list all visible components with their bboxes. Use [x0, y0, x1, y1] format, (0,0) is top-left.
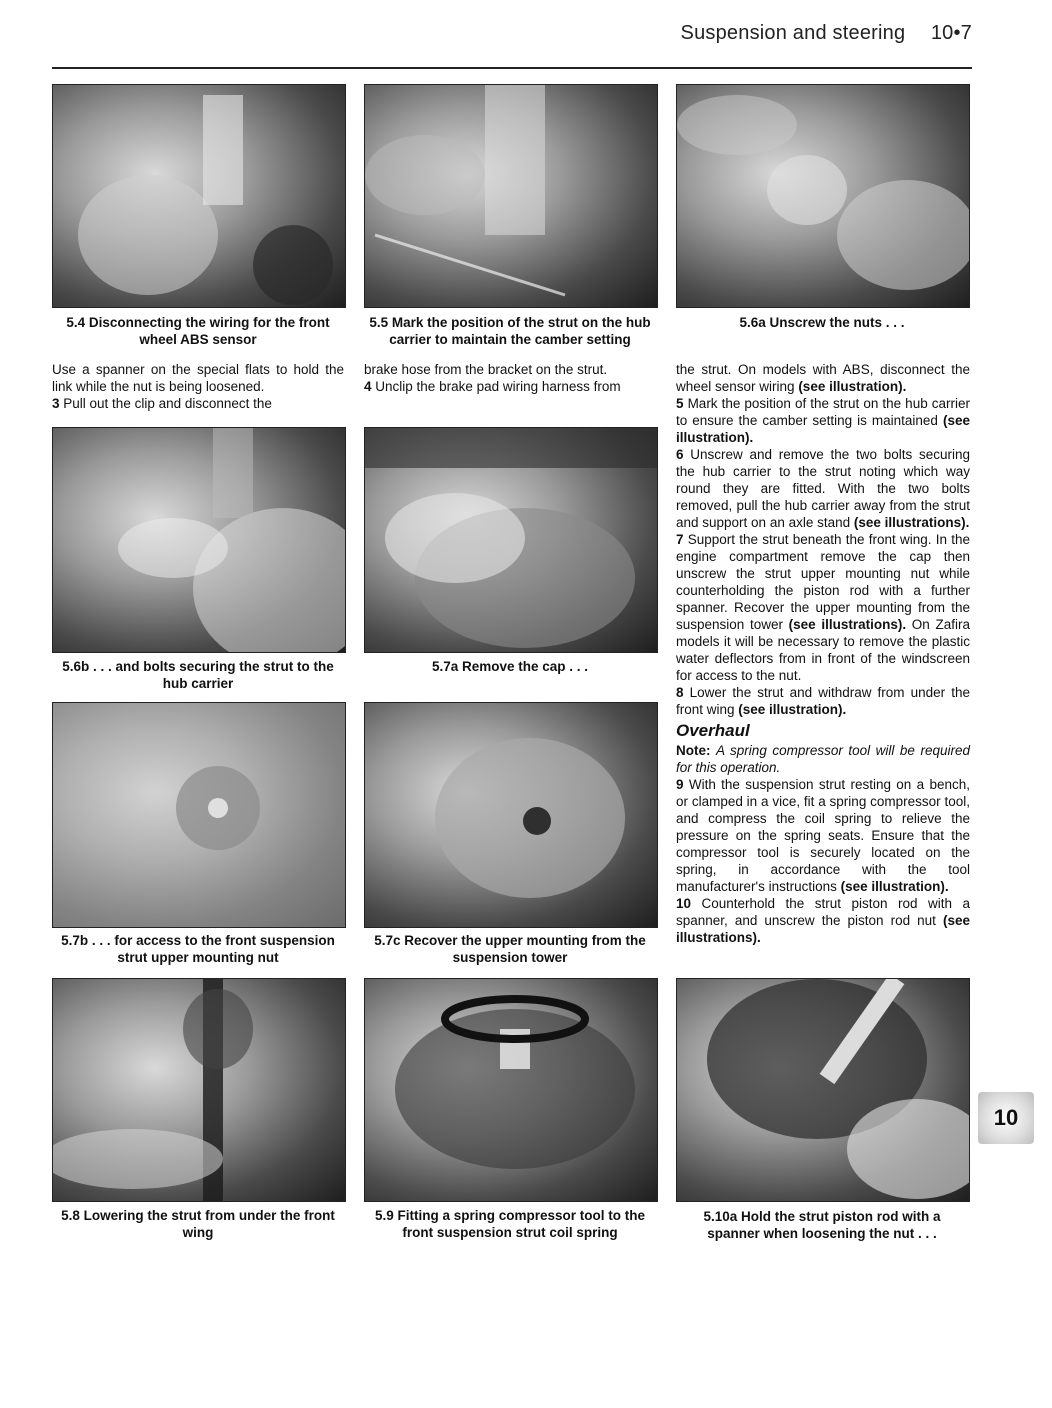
caption-number: 5.7a	[431, 659, 459, 674]
caption-text: Lowering the strut from under the front wing	[83, 1208, 335, 1240]
caption-5-10a	[676, 1208, 968, 1242]
caption-5-4	[52, 314, 344, 348]
text-column-3	[676, 361, 970, 946]
chapter-title: Suspension and steering	[680, 22, 906, 44]
step-number: 8	[676, 685, 684, 700]
photo-5-10a	[676, 978, 970, 1202]
step-text: the strut. On models with ABS, disconnect the wheel sensor wiring	[676, 362, 970, 394]
illustration-ref: (see illustrations).	[788, 617, 907, 632]
step-number: 10	[676, 896, 692, 911]
paragraph	[676, 895, 970, 946]
step-number: 6	[676, 447, 684, 462]
caption-5-8	[52, 1207, 344, 1241]
paragraph	[676, 446, 970, 531]
paragraph	[52, 395, 344, 412]
caption-text: Fitting a spring compressor tool to the front suspension strut coil spring	[397, 1208, 646, 1240]
step-text: Counterhold the strut piston rod with a spanner, and unscrew the piston rod nut	[676, 896, 970, 928]
step-number: 7	[676, 532, 684, 547]
photo-5-9	[364, 978, 658, 1202]
illustration-ref: (see illustrations).	[853, 515, 970, 530]
caption-number: 5.4	[66, 315, 86, 330]
paragraph	[676, 531, 970, 684]
note-text: A spring compressor tool will be required for this operation.	[676, 743, 970, 775]
step-number: 9	[676, 777, 684, 792]
caption-text: Unscrew the nuts . . .	[769, 315, 905, 330]
caption-number: 5.9	[374, 1208, 394, 1223]
step-text: Lower the strut and withdraw from under the front wing	[676, 685, 970, 717]
page-header	[600, 22, 972, 45]
illustration-ref: (see illustration).	[738, 702, 847, 717]
caption-text: Disconnecting the wiring for the front wheel ABS sensor	[88, 315, 330, 347]
step-text: Support the strut beneath the front wing. In the engine compartment remove the cap then unscrew the strut upper mounting nut while counterholding the piston rod with a further spanner. Recover the upper mounting from the suspension tower	[676, 532, 970, 632]
header-rule	[52, 67, 972, 69]
photo-5-8	[52, 978, 346, 1202]
chapter-tab-label: 10	[993, 1105, 1019, 1130]
step-number: 4	[364, 379, 372, 394]
caption-number: 5.10a	[703, 1209, 738, 1224]
caption-number: 5.6b	[62, 659, 90, 674]
caption-5-7b	[52, 932, 344, 966]
illustration-ref: (see illustrations).	[676, 913, 970, 945]
photo-5-5	[364, 84, 658, 308]
step-text: Pull out the clip and disconnect the	[63, 396, 272, 411]
caption-text: Mark the position of the strut on the hub carrier to maintain the camber setting	[389, 315, 651, 347]
caption-5-9	[364, 1207, 656, 1241]
step-text: On Zafira models it will be necessary to remove the plastic water deflectors from in front of the windscreen for access to the nut.	[676, 617, 970, 683]
step-text: With the suspension strut resting on a bench, or clamped in a vice, fit a spring compressor tool, and compress the coil spring to relieve the pressure on the spring seats. Ensure that the compressor tool is securely located on the spring, in accordance with the tool manufacturer's instructions	[676, 777, 970, 894]
paragraph: Use a spanner on the special flats to hold the link while the nut is being loosened.	[52, 362, 344, 394]
caption-text: . . . for access to the front suspension strut upper mounting nut	[91, 933, 335, 965]
caption-5-5	[364, 314, 656, 348]
photo-5-7c	[364, 702, 658, 928]
photo-5-6a	[676, 84, 970, 308]
paragraph	[676, 361, 970, 395]
illustration-ref: (see illustration).	[840, 879, 949, 894]
photo-5-4	[52, 84, 346, 308]
paragraph	[676, 684, 970, 718]
caption-number: 5.7b	[61, 933, 89, 948]
caption-5-6a	[676, 314, 968, 331]
step-number: 3	[52, 396, 60, 411]
caption-5-6b	[52, 658, 344, 692]
step-text: Unscrew and remove the two bolts securing the hub carrier to the strut noting which way round they are fitted. With the two bolts removed, pull the hub carrier away from the strut and support on an axle stand	[676, 447, 970, 530]
caption-number: 5.5	[369, 315, 389, 330]
caption-number: 5.6a	[739, 315, 766, 330]
text-column-2	[364, 361, 656, 395]
caption-number: 5.7c	[374, 933, 401, 948]
photo-5-6b	[52, 427, 346, 653]
step-number: 5	[676, 396, 684, 411]
photo-5-7a	[364, 427, 658, 653]
paragraph	[676, 776, 970, 895]
illustration-ref: (see illustration).	[798, 379, 907, 394]
caption-text: Remove the cap . . .	[462, 659, 589, 674]
step-text: Unclip the brake pad wiring harness from	[375, 379, 621, 394]
step-text: Mark the position of the strut on the hub carrier to ensure the camber setting is maintained	[676, 396, 970, 428]
photo-5-7b	[52, 702, 346, 928]
chapter-tab	[978, 1092, 1034, 1144]
page-number: 10•7	[930, 22, 972, 44]
note	[676, 742, 970, 776]
text-column-1	[52, 361, 344, 412]
caption-5-7c	[364, 932, 656, 966]
caption-text: . . . and bolts securing the strut to the hub carrier	[93, 659, 334, 691]
illustration-ref: (see illustration).	[676, 413, 970, 445]
paragraph	[364, 378, 656, 395]
note-label: Note:	[676, 743, 711, 758]
caption-text: Hold the strut piston rod with a spanner when loosening the nut . . .	[707, 1209, 941, 1241]
paragraph	[676, 395, 970, 446]
caption-text: Recover the upper mounting from the suspension tower	[404, 933, 646, 965]
paragraph: brake hose from the bracket on the strut.	[364, 362, 608, 377]
caption-number: 5.8	[61, 1208, 80, 1223]
section-heading: Overhaul	[676, 721, 750, 740]
caption-5-7a	[364, 658, 656, 675]
